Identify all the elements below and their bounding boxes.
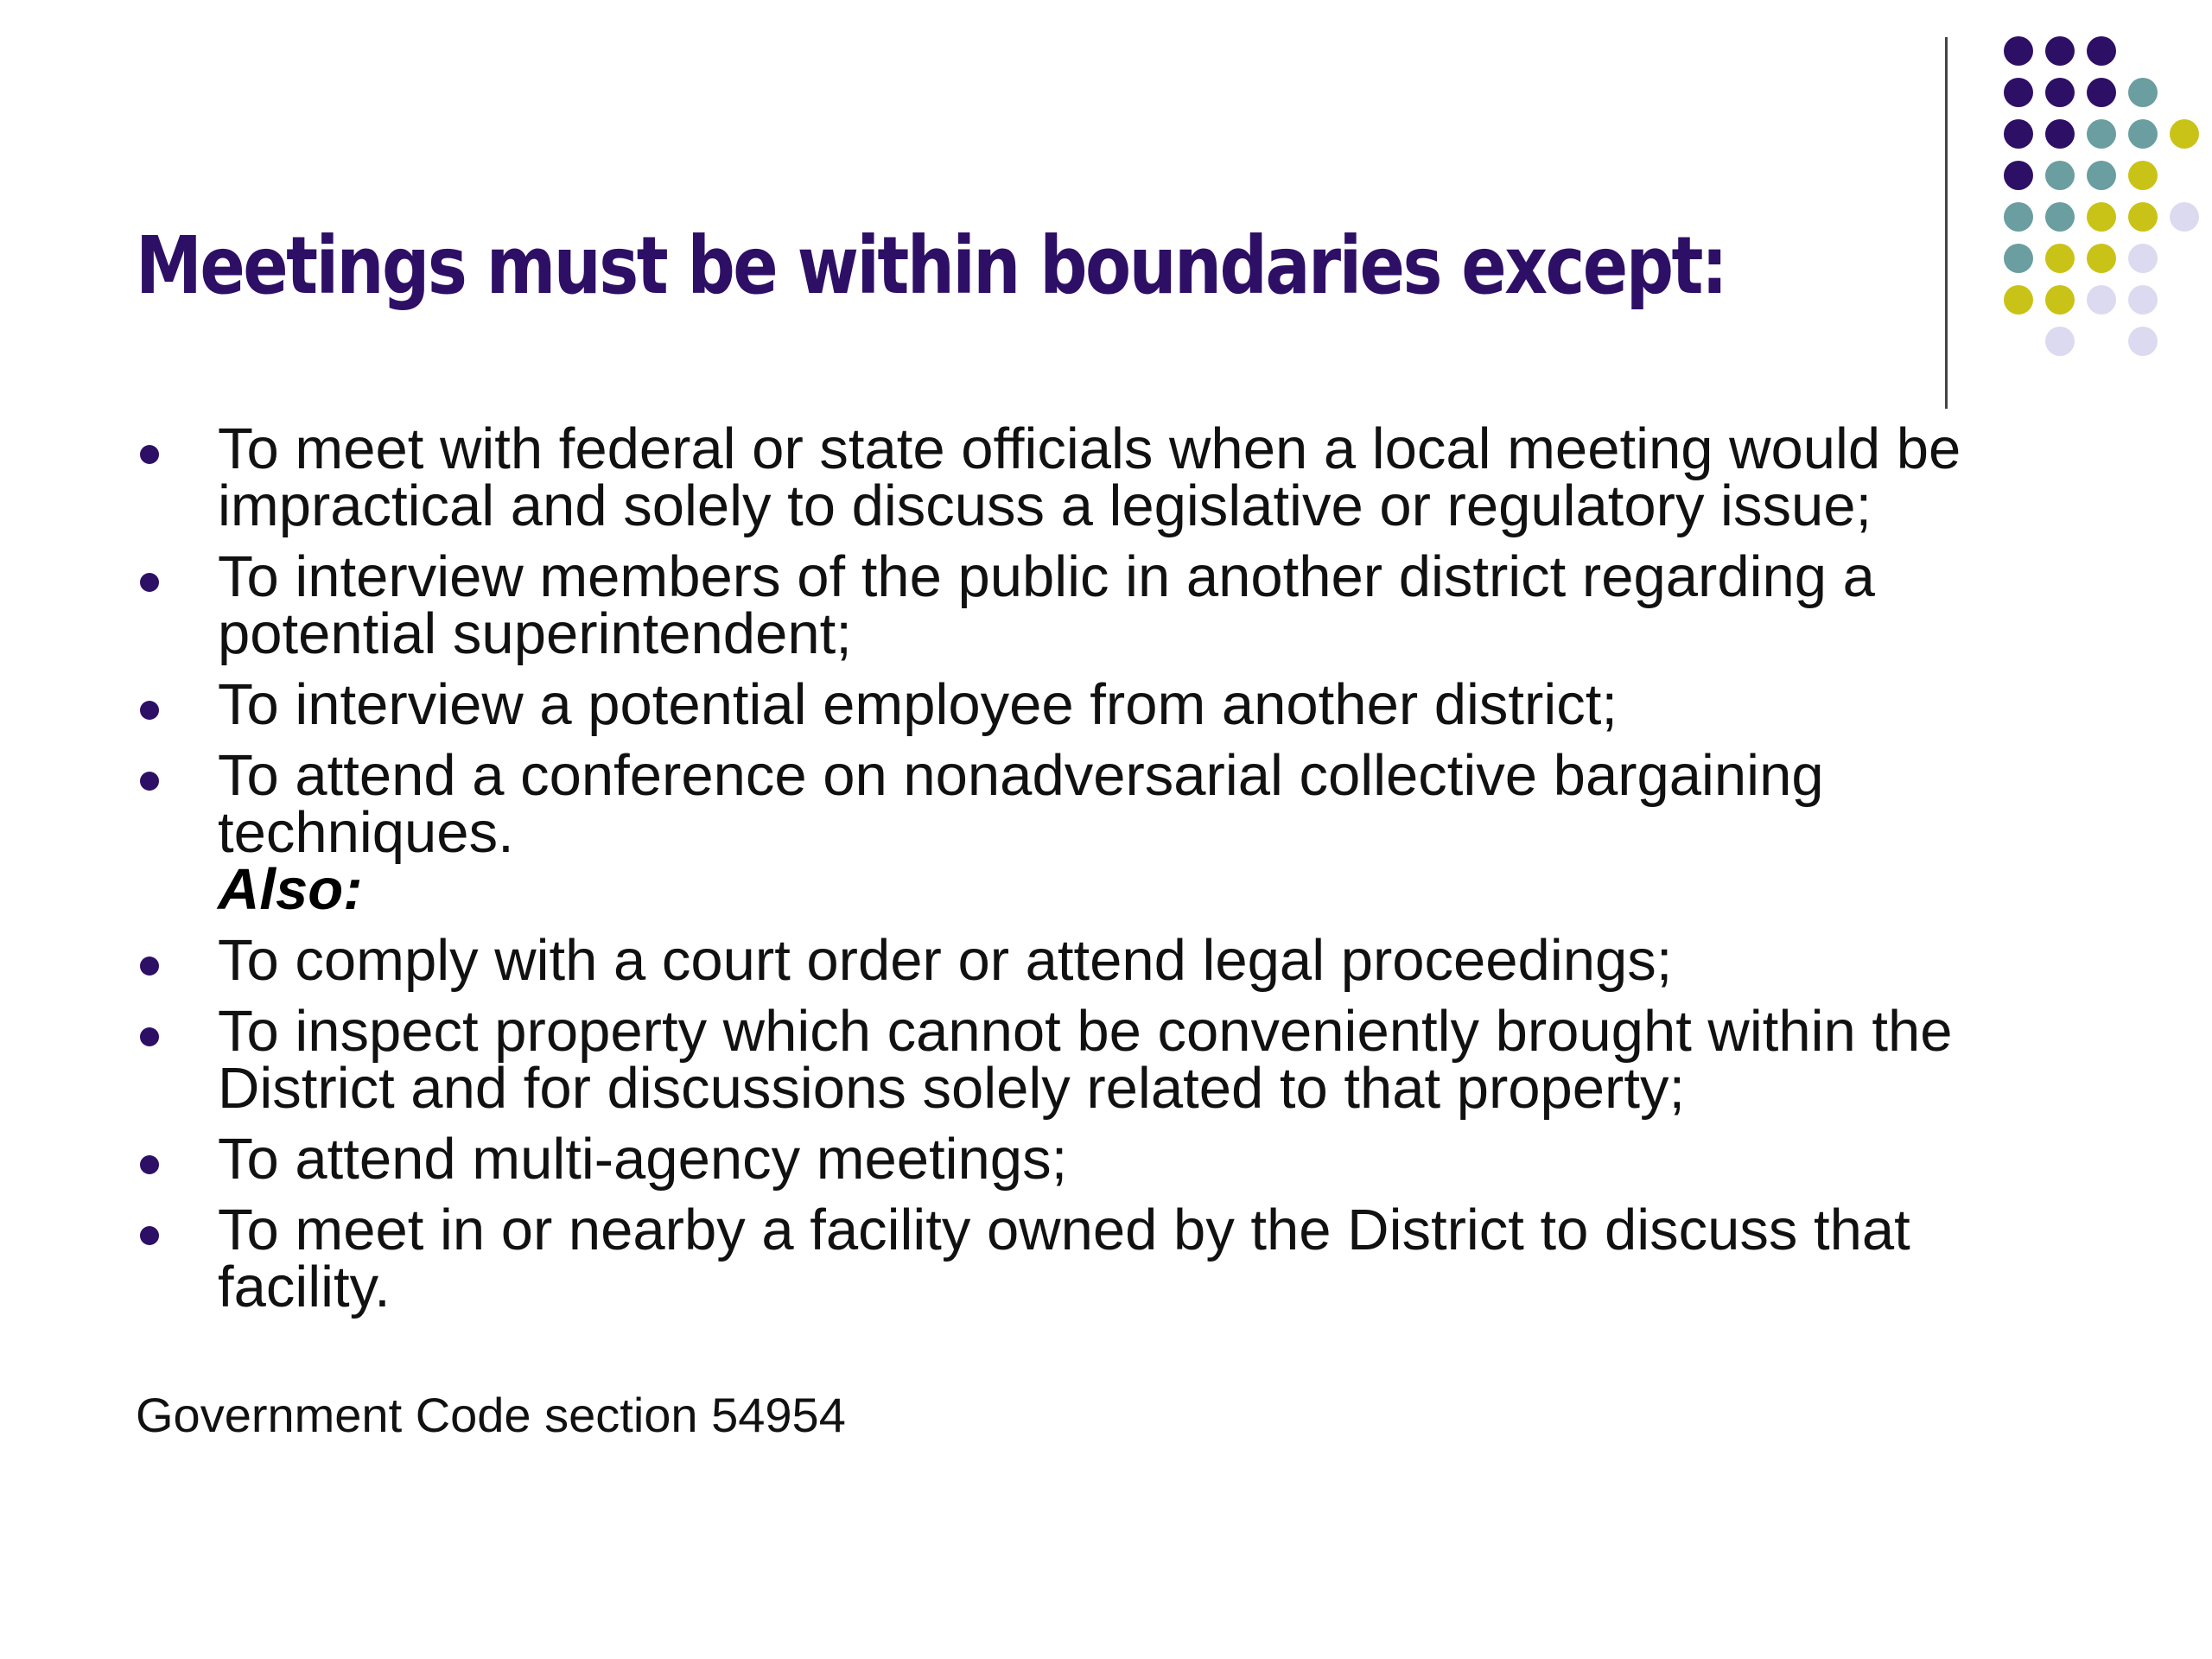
bullet-text: To attend a conference on nonadversarial collective bargaining techniques. [218,743,1824,865]
bullet-item [218,1198,2058,1319]
bullet-item [218,928,2058,993]
bullet-item [218,743,2058,922]
decorative-dot [2087,119,2116,149]
decorative-dot [2128,161,2158,190]
decorative-dot [2045,78,2075,107]
also-label: Also: [218,857,363,922]
decorative-dot [2128,327,2158,356]
decorative-dot [2087,78,2116,107]
bullet-dot-icon [140,772,159,791]
decorative-dot [2128,244,2158,273]
bullet-list [218,416,2058,1330]
bullet-dot-icon [140,445,159,464]
bullet-dot-icon [140,573,159,592]
decorative-dot [2004,161,2033,190]
decorative-dot [2128,119,2158,149]
decorative-dot [2004,78,2033,107]
decorative-dot [2045,119,2075,149]
bullet-item [218,416,2058,538]
decorative-dot [2045,202,2075,232]
slide-title: Meetings must be within boundaries except: [136,219,1726,312]
decorative-dot [2087,161,2116,190]
decorative-dot [2087,202,2116,232]
decorative-dot [2045,244,2075,273]
decorative-dot [2087,285,2116,315]
decorative-dot [2170,202,2199,232]
bullet-text: To meet with federal or state officials when a local meeting would be impractical and solely to discuss a legislative or regulatory issue; [218,416,1961,538]
bullet-dot-icon [140,957,159,976]
bullet-item [218,1127,2058,1192]
decorative-dot [2004,285,2033,315]
bullet-text: To interview a potential employee from another district; [218,672,1618,737]
decorative-dot [2128,285,2158,315]
bullet-text: To comply with a court order or attend legal proceedings; [218,928,1673,993]
decorative-dot [2045,327,2075,356]
bullet-item [218,999,2058,1121]
decorative-dot [2128,78,2158,107]
bullet-text: To attend multi-agency meetings; [218,1127,1068,1192]
decorative-dot [2045,161,2075,190]
bullet-dot-icon [140,1027,159,1046]
bullet-dot-icon [140,1226,159,1245]
bullet-text: To meet in or nearby a facility owned by the District to discuss that facility. [218,1198,1910,1319]
decorative-dot [2045,285,2075,315]
decorative-dot [2087,36,2116,66]
bullet-dot-icon [140,701,159,720]
decorative-dot [2004,119,2033,149]
decorative-dot [2045,36,2075,66]
bullet-item [218,544,2058,666]
decorative-dot-grid [0,0,2212,415]
decorative-dot [2128,202,2158,232]
bullet-text: To inspect property which cannot be conveniently brought within the District and for discussions solely related to that property; [218,999,1953,1121]
decorative-dot [2087,244,2116,273]
decorative-dot [2004,244,2033,273]
decorative-dot [2170,119,2199,149]
title-divider-line [1945,37,1948,409]
bullet-item [218,672,2058,737]
bullet-text: To interview members of the public in another district regarding a potential superintendent; [218,544,1875,666]
decorative-dot [2004,202,2033,232]
decorative-dot [2004,36,2033,66]
footer-citation: Government Code section 54954 [136,1388,846,1442]
bullet-dot-icon [140,1155,159,1174]
